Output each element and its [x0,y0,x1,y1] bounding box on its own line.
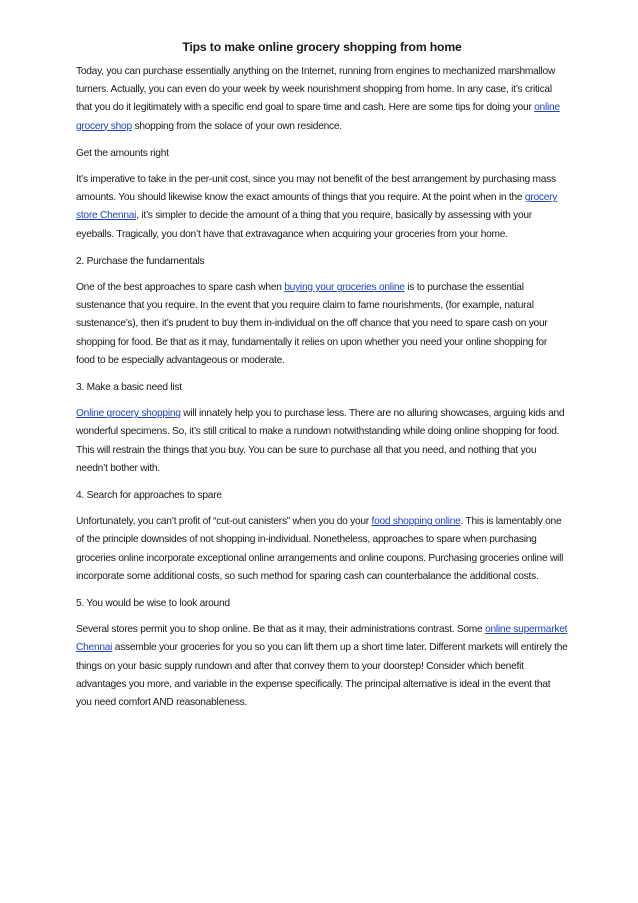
section2-paragraph [76,279,568,370]
document-title: Tips to make online grocery shopping from home [182,40,462,54]
section1-heading: Get the amounts right [76,147,169,159]
food-shopping-online-link[interactable]: food shopping online [371,516,461,528]
section3-paragraph [76,405,568,478]
section5-heading: 5. You would be wise to look around [76,598,230,610]
section1-text-after: , it’s simpler to decide the amount of a thing that you require, basically by assessing with your eyeballs. Tragically, you don’t have that extravagance when acquiring your groceries from your home. [76,210,532,240]
section4-text-after: . This is lamentably one of the principle downsides of not shopping in-individual. Nonetheless, approaches to spare when purchasing groceries online incorporate exceptional online arrangements and online coupons. Purchasing groceries online will incorporate some additional costs, so such method for sparing cash can counterbalance the additional costs. [76,516,564,582]
section1-paragraph [76,171,568,244]
online-supermarket-chennai-link[interactable]: online supermarket Chennai [76,624,568,654]
section2-heading: 2. Purchase the fundamentals [76,255,205,267]
section1-text-before: It’s imperative to take in the per-unit cost, since you may not benefit of the best arrangement by purchasing mass amounts. You should likewise know the exact amounts of things that you require. At the point when in the [76,174,556,204]
intro-text-before: Today, you can purchase essentially anything on the Internet, running from engines to mechanized marshmallow turners. Actually, you can even do your week by week nourishment shopping from home. In any case, it’s critical that you do it legitimately with a specific end goal to spare time and cash. Here are some tips for doing your [76,66,556,114]
grocery-store-chennai-link[interactable]: grocery store Chennai [76,192,558,222]
document-page [76,40,568,721]
section4-text-before: Unfortunately, you can’t profit of “cut-out canisters” when you do your [76,516,372,528]
online-grocery-shop-link[interactable]: online grocery shop [76,102,560,132]
section5-text-after: assemble your groceries for you so you can lift them up a short time later. Different markets will entirely the things on your basic supply rundown and after that convey them to your doorstep! Consider which benefit advantages you more, and variable in the expense specifically. The principal alternative is ideal in the event that you need comfort AND reasonableness. [76,642,568,709]
intro-text-after: shopping from the solace of your own residence. [131,120,342,132]
section4-paragraph [76,513,568,586]
section2-text-after: is to purchase the essential sustenance that you require. In the event that you require claim to fame nourishments, (for example, natural sustenance’s), then it’s prudent to buy them in-individual on the off chance that you need to spare cash on your shopping for food. Be that as it may, fundamentally it relies on upon whether you need your online shopping for food to be especially advantageous or moderate. [76,282,548,366]
online-grocery-shopping-link[interactable]: Online grocery shopping [76,408,181,420]
section2-text-before: One of the best approaches to spare cash when [76,282,285,294]
intro-paragraph [76,63,568,136]
section5-paragraph [76,621,568,712]
section4-heading: 4. Search for approaches to spare [76,490,222,502]
section3-text-after: will innately help you to purchase less. There are no alluring showcases, arguing kids and wonderful specimens. So, it’s still critical to make a rundown notwithstanding while doing online shopping for food. This will restrain the things that you buy. You can be sure to purchase all that you need, and nothing that you needn’t bother with. [76,408,565,474]
section5-text-before: Several stores permit you to shop online. Be that as it may, their administrations contrast. Some [76,624,486,636]
section3-heading: 3. Make a basic need list [76,382,182,394]
buying-groceries-online-link[interactable]: buying your groceries online [284,282,405,294]
